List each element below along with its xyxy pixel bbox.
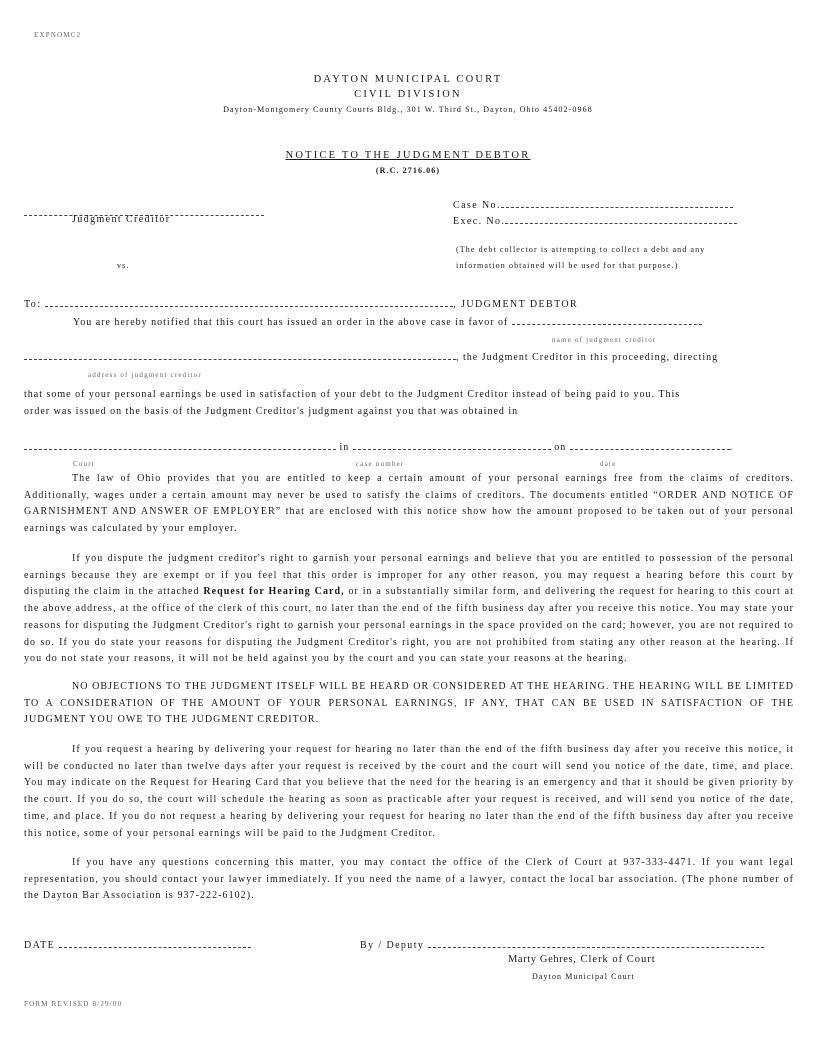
paragraph-exemptions: The law of Ohio provides that you are entitled to keep a certain amount of your personal earnings free from the claims of creditors. Additionally, wages under a certain amount may never be used to satisfy the claims of creditors. The documents entitled “ORDER AND NOTICE OF GARNISHMENT AND ANSWER OF EMPLOYER” that are enclosed with this notice show how the amount proposed to be taken out of your personal earnings was calculated by your employer. <box>24 473 794 535</box>
paragraph-no-objections: NO OBJECTIONS TO THE JUDGMENT ITSELF WILL BE HEARD OR CONSIDERED AT THE HEARING. THE HEARING WILL BE LIMITED TO A CONSIDERATION OF THE AMOUNT OF YOUR PERSONAL EARNINGS, IF ANY, THAT CAN BE USED IN SATISFACTION OF THE JUDGMENT YOU OWE TO THE JUDGMENT CREDITOR. <box>24 681 794 726</box>
clerk-signature: Marty Gehres, Clerk of Court <box>508 954 656 965</box>
case-no-field[interactable]: Case No. <box>453 198 733 211</box>
deputy-signature-field[interactable] <box>428 938 764 948</box>
date-signature-line: DATE <box>24 938 251 951</box>
creditor-name-field[interactable] <box>512 315 702 325</box>
division-name: CIVIL DIVISION <box>354 89 462 100</box>
court-name: DAYTON MUNICIPAL COURT <box>313 74 503 85</box>
debt-collector-notice-1: (The debt collector is attempting to collect a debt and any <box>456 245 706 254</box>
to-debtor-line: To: , JUDGMENT DEBTOR <box>24 299 579 310</box>
court-case-date-line: in on . <box>24 440 733 453</box>
clerk-phone: 937-333-4471 <box>623 857 693 868</box>
earnings-text-2: order was issued on the basis of the Judgment Creditor's judgment against you that was obtained in <box>24 406 519 417</box>
name-caption: name of judgment creditor <box>552 336 657 344</box>
case-number-field[interactable] <box>353 440 551 450</box>
statute-reference: (R.C. 2716.06) <box>375 166 441 175</box>
date-field[interactable] <box>570 440 730 450</box>
form-code: EXPNOMC2 <box>34 31 82 39</box>
creditor-address-field[interactable] <box>24 350 456 360</box>
case-number-caption: case number <box>356 460 405 468</box>
address-caption: address of judgment creditor <box>88 371 202 379</box>
paragraph-dispute: If you dispute the judgment creditor's right to garnish your personal earnings and believe that you are entitled to possession of the personal earnings because they are exempt or if you feel that this order is improper for any other reason, you may request a hearing before this court by disputing the claim in the attached Request for Hearing Card, or in a substantially similar form, and delivering the request for hearing to this court at the above address, at the office of the clerk of this court, no later than the end of the fifth business day after you receive this notice. You may state your reasons for disputing the Judgment Creditor's right to garnish your personal earnings in the space provided on the card; however, you are not required to do so. If you do state your reasons for disputing the Judgment Creditor's right, you are not prohibited from stating any other reason at the hearing. If you do not state your reasons, it will not be held against you by the court and you can state your reasons at the hearing. <box>24 553 795 665</box>
creditor-address-line: , the Judgment Creditor in this proceeding, directing <box>24 350 718 363</box>
court-caption: Court <box>73 460 95 468</box>
court-field[interactable] <box>24 440 336 450</box>
paragraph-contact: If you have any questions concerning this matter, you may contact the office of the Clerk of Court at 937-333-4471. If you want legal representation, you should contact your lawyer immediately. If you need the name of a lawyer, contact the local bar association. (The phone number of the Dayton Bar Association is 937-222-6102). <box>24 857 794 902</box>
page-title: NOTICE TO THE JUDGMENT DEBTOR <box>285 150 531 161</box>
deputy-signature-line: By / Deputy <box>360 938 764 951</box>
signature-date-field[interactable] <box>59 938 251 948</box>
bar-association-phone: 937-222-6102 <box>177 890 247 902</box>
form-revised: FORM REVISED 8/29/00 <box>24 1000 123 1008</box>
debtor-name-field[interactable] <box>45 297 453 307</box>
paragraph-hearing: If you request a hearing by delivering your request for hearing no later than the end of the fifth business day after you receive this notice, it will be conducted no later than twelve days after your request is received by the court and the court will send you notice of the date, time, and place. You may indicate on the Request for Hearing Card that you believe that the need for the hearing is an emergency and that it should be given priority by the court. If you do so, the court will schedule the hearing as soon as practicable after your request is received, and will send you notice of the date, time, and place. If you do not request a hearing by delivering your request for hearing no later than the end of the fifth business day after you receive this notice, some of your personal earnings will be paid to the Judgment Creditor. <box>24 744 794 839</box>
judgment-creditor-label: Judgment Creditor <box>72 214 171 225</box>
court-name-footer: Dayton Municipal Court <box>532 972 635 981</box>
date-caption: date <box>600 460 617 468</box>
earnings-text-1: that some of your personal earnings be used in satisfaction of your debt to the Judgment Creditor instead of being paid to you. This <box>24 389 681 400</box>
court-address: Dayton-Montgomery County Courts Bldg., 301 W. Third St., Dayton, Ohio 45402-0968 <box>223 105 593 114</box>
debt-collector-notice-2: information obtained will be used for that purpose.) <box>456 261 679 270</box>
notified-line: You are hereby notified that this court has issued an order in the above case in favor of <box>73 315 702 328</box>
exec-no-field[interactable]: Exec. No. <box>453 214 737 227</box>
vs-label: vs. <box>117 261 130 270</box>
request-hearing-card-ref: Request for Hearing Card, <box>203 586 345 598</box>
